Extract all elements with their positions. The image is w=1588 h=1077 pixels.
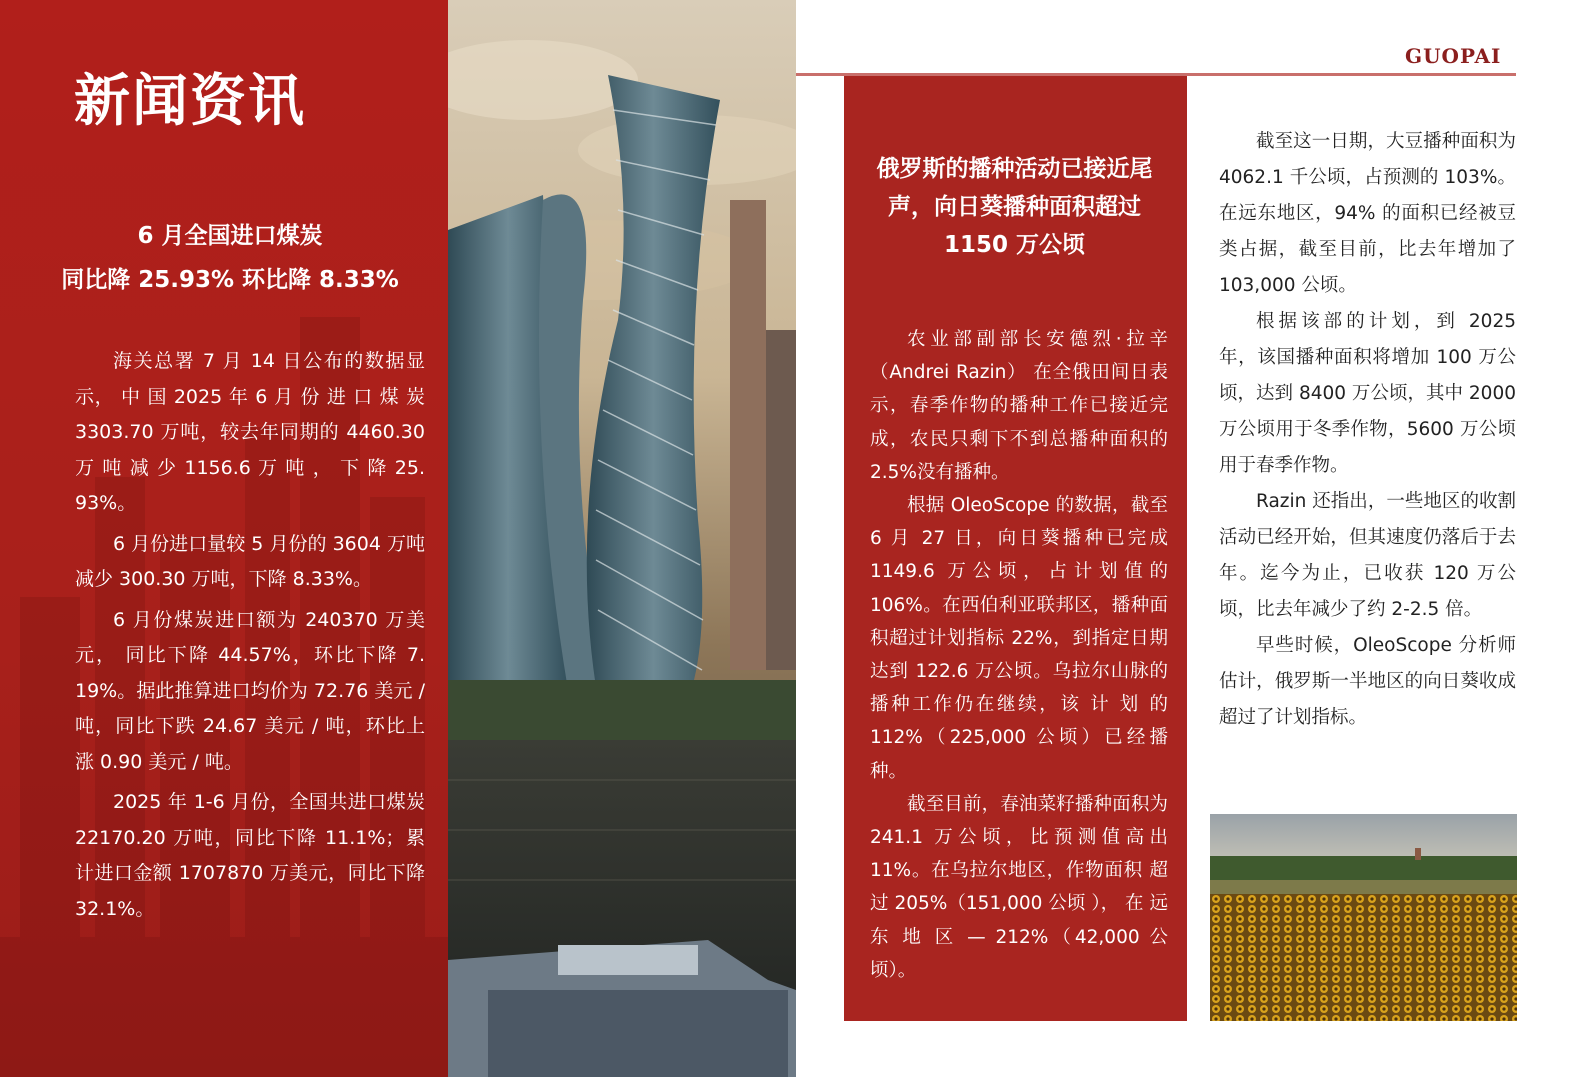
brand-logo-text: GUOPAI: [1405, 44, 1502, 68]
sunflower-field-image: [1210, 814, 1517, 1021]
article-title-line3: 1150 万公顷: [943, 232, 1086, 258]
right-paragraph: 早些时候，OleoScope 分析师估计，俄罗斯一半地区的向日葵收成超过了计划指标。: [1219, 635, 1516, 728]
right-paragraph: Razin 还指出，一些地区的收割活动已经开始，但其速度仍落后于去年。迄今为止，已收获 120 万公顷，比去年减少了约 2-2.5 倍。: [1219, 491, 1516, 620]
article-body: [870, 323, 1168, 987]
right-paragraph: 截至这一日期，大豆播种面积为 4062.1 千公顷，占预测的 103%。在远东地区，94% 的面积已经被豆类占据，截至目前，比去年增加了 103,000 公顷。: [1219, 131, 1516, 296]
article-paragraph: 农业部副部长安德烈·拉辛（Andrei Razin） 在全俄田间日表示，春季作物的播种工作已接近完成，农民只剩下不到总播种面积的 2.5%没有播种。: [870, 329, 1168, 483]
right-column-body: [1219, 124, 1516, 736]
moscow-city-photo: [448, 0, 796, 1077]
left-subtitle-line2: 同比降 25.93% 环比降 8.33%: [61, 267, 399, 293]
page-title: 新闻资讯: [74, 69, 306, 134]
left-paragraph: 海关总署 7 月 14 日公布的数据显示， 中 国 2025 年 6 月 份 进 口 煤 炭 3303.70 万吨，较去年同期的 4460.30 万 吨 减 少 1156.6 万 吨 ， 下 降 25. 93%。: [75, 350, 425, 514]
right-paragraph: 根据该部的计划，到 2025 年，该国播种面积将增加 100 万公顷，达到 8400 万公顷，其中 2000 万公顷用于冬季作物，5600 万公顷用于春季作物。: [1219, 311, 1516, 476]
left-subtitle: [30, 214, 430, 302]
left-subtitle-line1: 6 月全国进口煤炭: [137, 223, 323, 249]
left-paragraph: 2025 年 1-6 月份，全国共进口煤炭 22170.20 万吨，同比下降 11.1%；累计进口金额 1707870 万美元，同比下降 32.1%。: [75, 791, 425, 920]
left-paragraph: 6 月份煤炭进口额为 240370 万美元， 同比下降 44.57%，环比下降 7. 19%。据此推算进口均价为 72.76 美元 / 吨，同比下跌 24.67 美元 / 吨，环比上涨 0.90 美元 / 吨。: [75, 608, 425, 773]
sunflower-field-photo: [1210, 814, 1517, 1021]
article-paragraph: 根据 OleoScope 的数据，截至 6 月 27 日，向日葵播种已完成 1149.6 万公顷，占计划值的 106%。在西伯利亚联邦区，播种面积超过计划指标 22%，到指定日期达到 122.6 万公顷。乌拉尔山脉的播种工作仍在继续，该 计 划 的 112%（225,000 公顷）已经播种。: [870, 495, 1168, 782]
article-paragraph: 截至目前，春油菜籽播种面积为 241.1 万公顷，比预测值高出 11%。在乌拉尔地区，作物面积 超 过 205%（151,000 公顷 ）， 在 远 东 地 区 — 212%（42,000 公顷）。: [870, 793, 1168, 981]
article-title-line2: 声，向日葵播种面积超过: [888, 194, 1141, 220]
left-article-body: [75, 344, 425, 932]
left-news-panel: [0, 0, 448, 1077]
article-title: [862, 150, 1167, 264]
article-title-line1: 俄罗斯的播种活动已接近尾: [876, 156, 1153, 182]
left-paragraph: 6 月份进口量较 5 月份的 3604 万吨减少 300.30 万吨，下降 8.33%。: [75, 532, 425, 590]
skyscraper-image: [448, 0, 796, 1077]
